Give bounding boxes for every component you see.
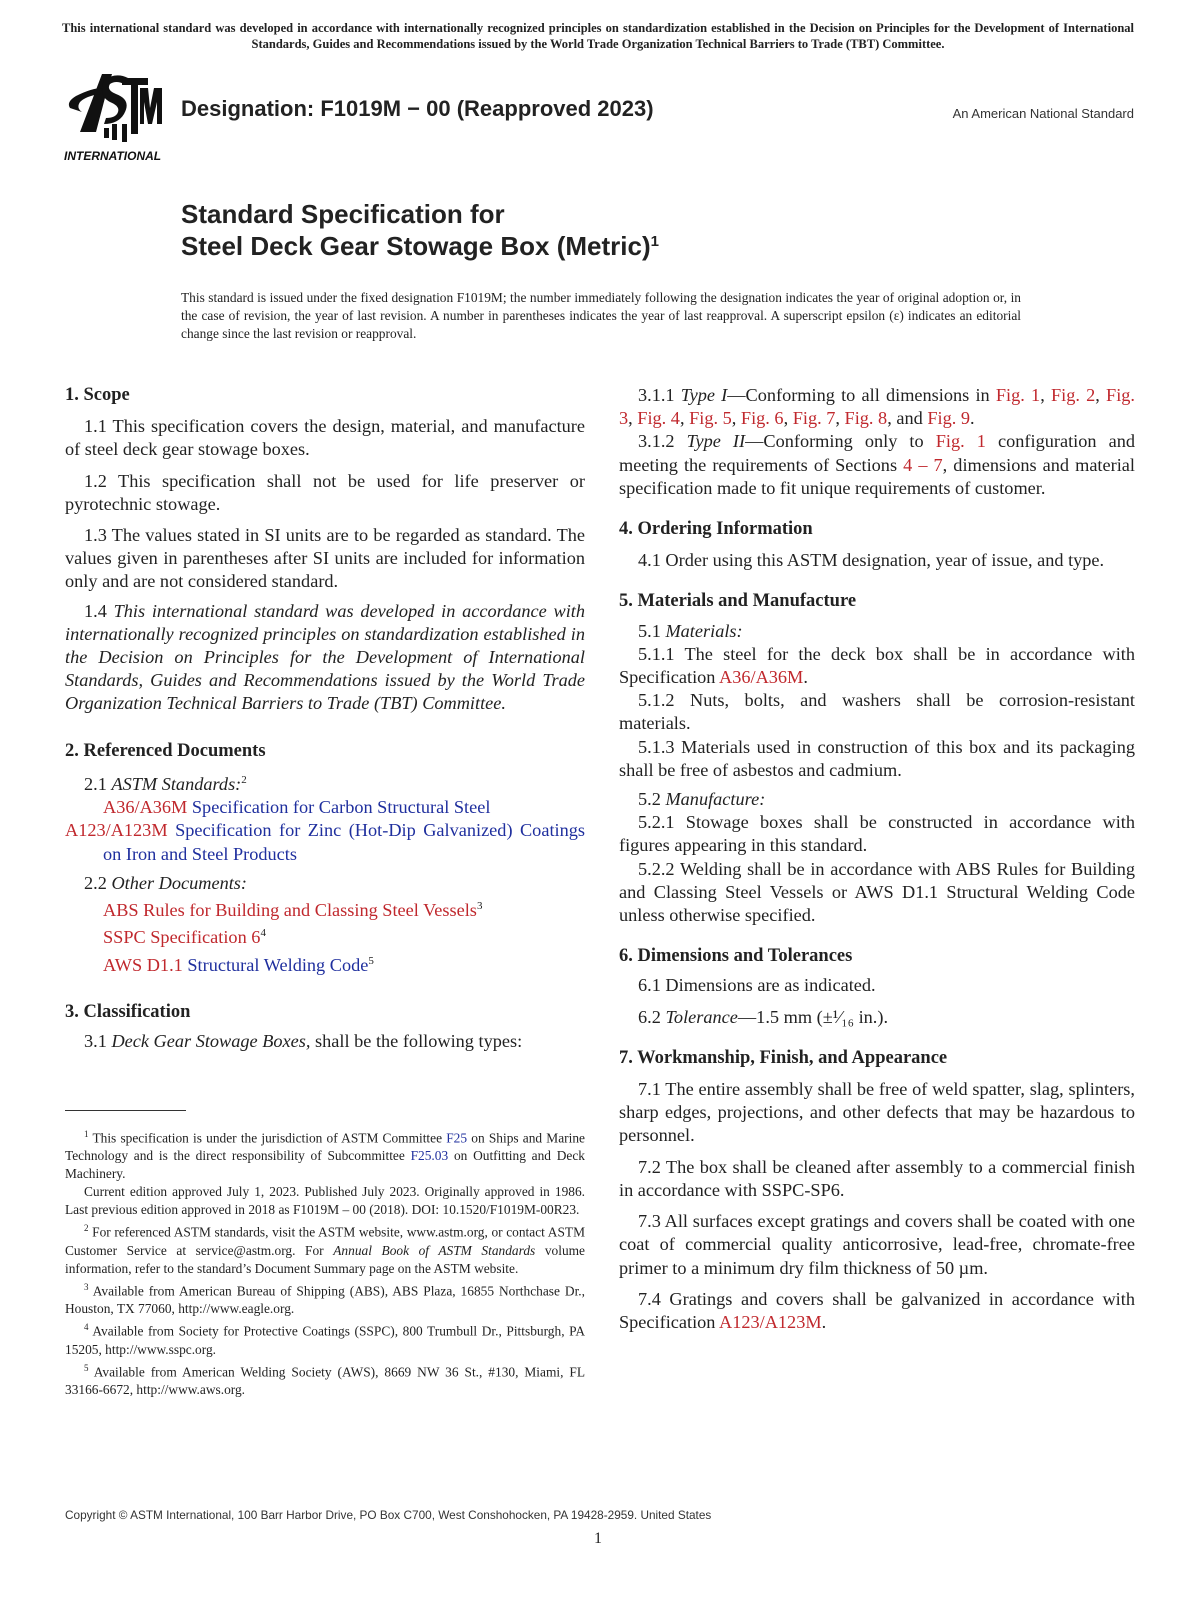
footnote-5-text: Available from American Welding Society (AWS), 8669 NW 36 St., #130, Miami, FL 33166-6672, http://www.aws.org. [65,1364,586,1398]
footnote-ref-2[interactable]: 2 [241,773,247,786]
footnote-1-marker: 1 [84,1129,89,1139]
para-5-1-1-text: 5.1.1 The steel for the deck box shall be in accordance with Specification [619,643,1135,688]
para-1-4-num: 1.4 [84,600,107,621]
ref-a36-code[interactable]: A36/A36M [103,797,188,818]
fig-5-link[interactable]: Fig. 5 [689,408,732,429]
para-1-3: 1.3 The values stated in SI units are to be regarded as standard. The values given in parentheses after SI units are included for information only and are not considered standard. [65,525,585,592]
para-3-1-2-em: Type II [686,431,746,452]
footnote-4 [65,1318,585,1358]
para-7-2: 7.2 The box shall be cleaned after assembly to a commercial finish in accordance with SSPC-SP6. [619,1156,1135,1200]
ref-a123-title[interactable]: Specification for Zinc (Hot-Dip Galvanized) Coatings on Iron and Steel Products [103,820,585,864]
para-5-1-2: 5.1.2 Nuts, bolts, and washers shall be corrosion-resistant materials. [619,690,1135,734]
para-2-1 [65,769,585,796]
ref-aws-title[interactable]: Structural Welding Code [187,954,369,975]
footnote-2-marker: 2 [84,1223,89,1234]
ref-a36-title[interactable]: Specification for Carbon Structural Steel [191,797,491,818]
footnote-2-text-a: For referenced ASTM standards, visit the ASTM website, www.astm.org, or contact ASTM Customer Service at service@astm.org. For [65,1224,585,1258]
ref-aws-code[interactable]: AWS D1.1 [103,954,183,975]
page-number: 1 [594,1530,602,1547]
section-1-heading: 1. Scope [65,385,130,405]
para-5-1-3: 5.1.3 Materials used in construction of this box and its packaging shall be free of asbestos and cadmium. [619,736,1135,780]
ref-sspc[interactable] [65,922,585,949]
designation: Designation: F1019M − 00 (Reapproved 2023) [181,96,654,121]
ref-sspc-title[interactable]: SSPC Specification 6 [103,927,261,948]
para-3-1-1-em: Type I [680,385,728,405]
title-line-1: Standard Specification for [181,199,505,229]
para-2-2 [65,872,585,895]
footnote-2 [65,1219,585,1277]
astm-logo [62,68,166,168]
para-5-2-num: 5.2 [638,789,661,810]
astm-logo-org: INTERNATIONAL [64,149,162,163]
para-3-1-text: shall be the following types: [315,1031,523,1052]
spec-a123-link[interactable]: A123/A123M [719,1311,822,1332]
fig-6-link[interactable]: Fig. 6 [740,408,784,429]
section-4-heading: 4. Ordering Information [619,519,813,540]
para-3-1-2-text-c: , dimensions and material specification made to fit unique requirements of customer. [619,454,1135,498]
footnote-1-text-a: This specification is under the jurisdiction of ASTM Committee [92,1130,443,1146]
footnotes [65,1125,585,1399]
right-column [619,384,1135,1334]
footnote-2-em: Annual Book of ASTM Standards [333,1242,536,1258]
para-3-1-1-num: 3.1.1 [638,385,675,405]
para-6-2-em: Tolerance [665,1006,738,1027]
fig-2-link[interactable]: Fig. 2 [1050,385,1096,405]
para-6-2-num: 6.2 [638,1006,661,1027]
footnote-5-marker: 5 [84,1362,89,1373]
section-5-heading: 5. Materials and Manufacture [619,591,857,612]
footnote-ref-4[interactable]: 4 [260,927,266,940]
ref-aws[interactable] [65,950,585,977]
title-footnote-ref[interactable]: 1 [650,233,659,250]
para-2-1-num: 2.1 [84,773,107,794]
para-3-1 [65,1030,585,1053]
wto-notice: This international standard was developed in accordance with internationally recognized principles on standardization established in the Decision on Principles for the Development of International Standards, Guides and Recommendations issued by the World Trade Organization Technical Barriers to Trade (TBT) Committee. [62,21,1134,51]
para-7-4: 7.4 Gratings and covers shall be galvanized in accordance with Specification A123/A123M. [619,1288,1135,1332]
fig-4-link[interactable]: Fig. 4 [637,408,680,429]
footnote-3-marker: 3 [84,1281,89,1292]
section-3-heading: 3. Classification [65,1001,191,1022]
footnote-1-edition: Current edition approved July 1, 2023. Published July 2023. Originally approved in 1986. Last previous edition approved in 2018 as F1019M – 00 (2018). DOI: 10.1520/F1019M-00R23. [65,1184,585,1218]
footnote-3-text: Available from American Bureau of Shipping (ABS), ABS Plaza, 16855 Northchase Dr., Houston, TX 77060, http://www.eagle.org. [65,1283,585,1317]
para-3-1-1-text: —Conforming to all dimensions in [727,385,990,405]
para-5-2-1: 5.2.1 Stowage boxes shall be constructed in accordance with figures appearing in this standard. [619,812,1135,856]
title-line-2-text: Steel Deck Gear Stowage Box (Metric) [181,231,651,261]
footnote-ref-3[interactable]: 3 [476,899,483,912]
american-national-standard: An American National Standard [952,106,1134,121]
section-6-heading: 6. Dimensions and Tolerances [619,946,853,967]
ref-a123[interactable] [65,819,585,865]
fig-8-link[interactable]: Fig. 8 [844,408,888,429]
section-7-heading: 7. Workmanship, Finish, and Appearance [619,1047,948,1068]
footnote-1 [65,1125,585,1183]
para-3-1-1-and: and [896,408,923,429]
para-4-1: 4.1 Order using this ASTM designation, year of issue, and type. [638,550,1105,571]
footnote-4-marker: 4 [84,1322,89,1333]
astm-logo-mark [69,74,162,142]
fig-9-link[interactable]: Fig. 9 [927,408,970,429]
para-6-2 [619,1006,1135,1029]
left-column [65,384,585,1053]
footnote-2-text-b: volume information, refer to the standard’s Document Summary page on the ASTM website. [65,1242,585,1276]
para-1-1: 1.1 This specification covers the design, material, and manufacture of steel deck gear stowage boxes. [65,416,585,460]
para-3-1-2-fig-link[interactable]: Fig. 1 [935,431,986,452]
footnote-3 [65,1278,585,1318]
sections-4-7-link[interactable]: 4 – 7 [903,454,943,475]
section-2-heading: 2. Referenced Documents [65,740,266,761]
fig-3-link[interactable]: Fig. 3 [619,385,1136,429]
para-5-2 [619,788,1135,811]
title-line-2 [181,230,659,262]
para-5-2-em: Manufacture: [665,789,766,810]
para-2-2-num: 2.2 [84,872,107,893]
para-6-1: 6.1 Dimensions are as indicated. [638,975,876,996]
para-1-2: 1.2 This specification shall not be used for life preserver or pyrotechnic stowage. [65,470,585,514]
committee-f25-link[interactable]: F25 [446,1130,468,1146]
ref-abs-title[interactable]: ABS Rules for Building and Classing Steel Vessels [103,900,477,921]
document-title [181,198,659,262]
para-3-1-2 [619,430,1135,500]
para-7-1: 7.1 The entire assembly shall be free of weld spatter, slag, splinters, sharp edges, projections, and other defects that may be hazardous to personnel. [619,1079,1135,1146]
fig-7-link[interactable]: Fig. 7 [792,408,836,429]
copyright: Copyright © ASTM International, 100 Barr Harbor Drive, PO Box C700, West Conshohocken, PA 19428-2959. United States [65,1508,712,1522]
para-5-2-2: 5.2.2 Welding shall be in accordance with ABS Rules for Building and Classing Steel Vessels or AWS D1.1 Structural Welding Code unless otherwise specified. [619,858,1135,926]
footnote-4-text: Available from Society for Protective Coatings (SSPC), 800 Trumbull Dr., Pittsburgh, PA 15205, http://www.sspc.org. [65,1323,586,1357]
para-6-2-text: —1.5 mm (±¹⁄₁₆ in.). [737,1006,889,1027]
para-7-3: 7.3 All surfaces except gratings and covers shall be coated with one coat of commercial quality anticorrosive, lead-free, chromate-free primer to a minimum dry film thickness of 50 µm. [619,1211,1135,1278]
footnote-1-text-c: on Outfitting and Deck Machinery. [65,1148,585,1182]
footnote-5 [65,1359,585,1399]
footnote-1-text-b: on Ships and Marine Technology and is the direct responsibility of Subcommittee [65,1130,585,1164]
para-7-4-text: 7.4 Gratings and covers shall be galvanized in accordance with Specification [619,1288,1135,1332]
para-3-1-em: Deck Gear Stowage Boxes, [111,1031,311,1052]
para-3-1-2-num: 3.1.2 [638,431,675,452]
para-5-1 [619,620,1135,643]
ref-a123-code[interactable]: A123/A123M [65,820,168,841]
para-3-1-2-text-a: —Conforming only to [745,431,924,452]
para-2-2-text: Other Documents: [111,872,247,893]
ref-abs[interactable] [65,895,585,922]
fig-1-link[interactable]: Fig. 1 [995,385,1041,405]
subcommittee-f2503-link[interactable]: F25.03 [410,1148,449,1164]
para-5-1-1: 5.1.1 The steel for the deck box shall be in accordance with Specification A36/A36M. [619,643,1135,688]
para-3-1-num: 3.1 [84,1031,107,1052]
para-2-1-text: ASTM Standards: [111,773,242,794]
para-3-1-2-text-b: configuration and meeting the requirements of Sections [619,431,1135,475]
footnote-ref-5[interactable]: 5 [368,954,374,967]
spec-a36-link[interactable]: A36/A36M [719,667,804,688]
para-1-4 [65,600,585,716]
issuance-statement: This standard is issued under the fixed designation F1019M; the number immediately following the designation indicates the year of original adoption or, in the case of revision, the year of last revision. A number in parentheses indicates the year of last reapproval. A superscript epsilon (ε) indicates an editorial change since the last revision or reapproval. [181,290,1021,341]
para-5-1-em: Materials: [665,620,743,641]
ref-a36[interactable] [65,796,585,819]
para-5-1-num: 5.1 [638,620,661,641]
para-3-1-1: 3.1.1 Type I—Conforming to all dimensions in Fig. 1, Fig. 2, Fig. 3, Fig. 4, Fig. 5, Fig. 6, Fig. 7, Fig. 8, and Fig. 9. [619,385,1136,429]
para-1-4-text: This international standard was developed in accordance with internationally recognized principles on standardization established in the Decision on Principles for the Development of International Standards, Guides and Recommendations issued by the World Trade Organization Technical Barriers to Trade (TBT) Committee. [65,600,585,714]
footnote-rule [65,1110,186,1111]
